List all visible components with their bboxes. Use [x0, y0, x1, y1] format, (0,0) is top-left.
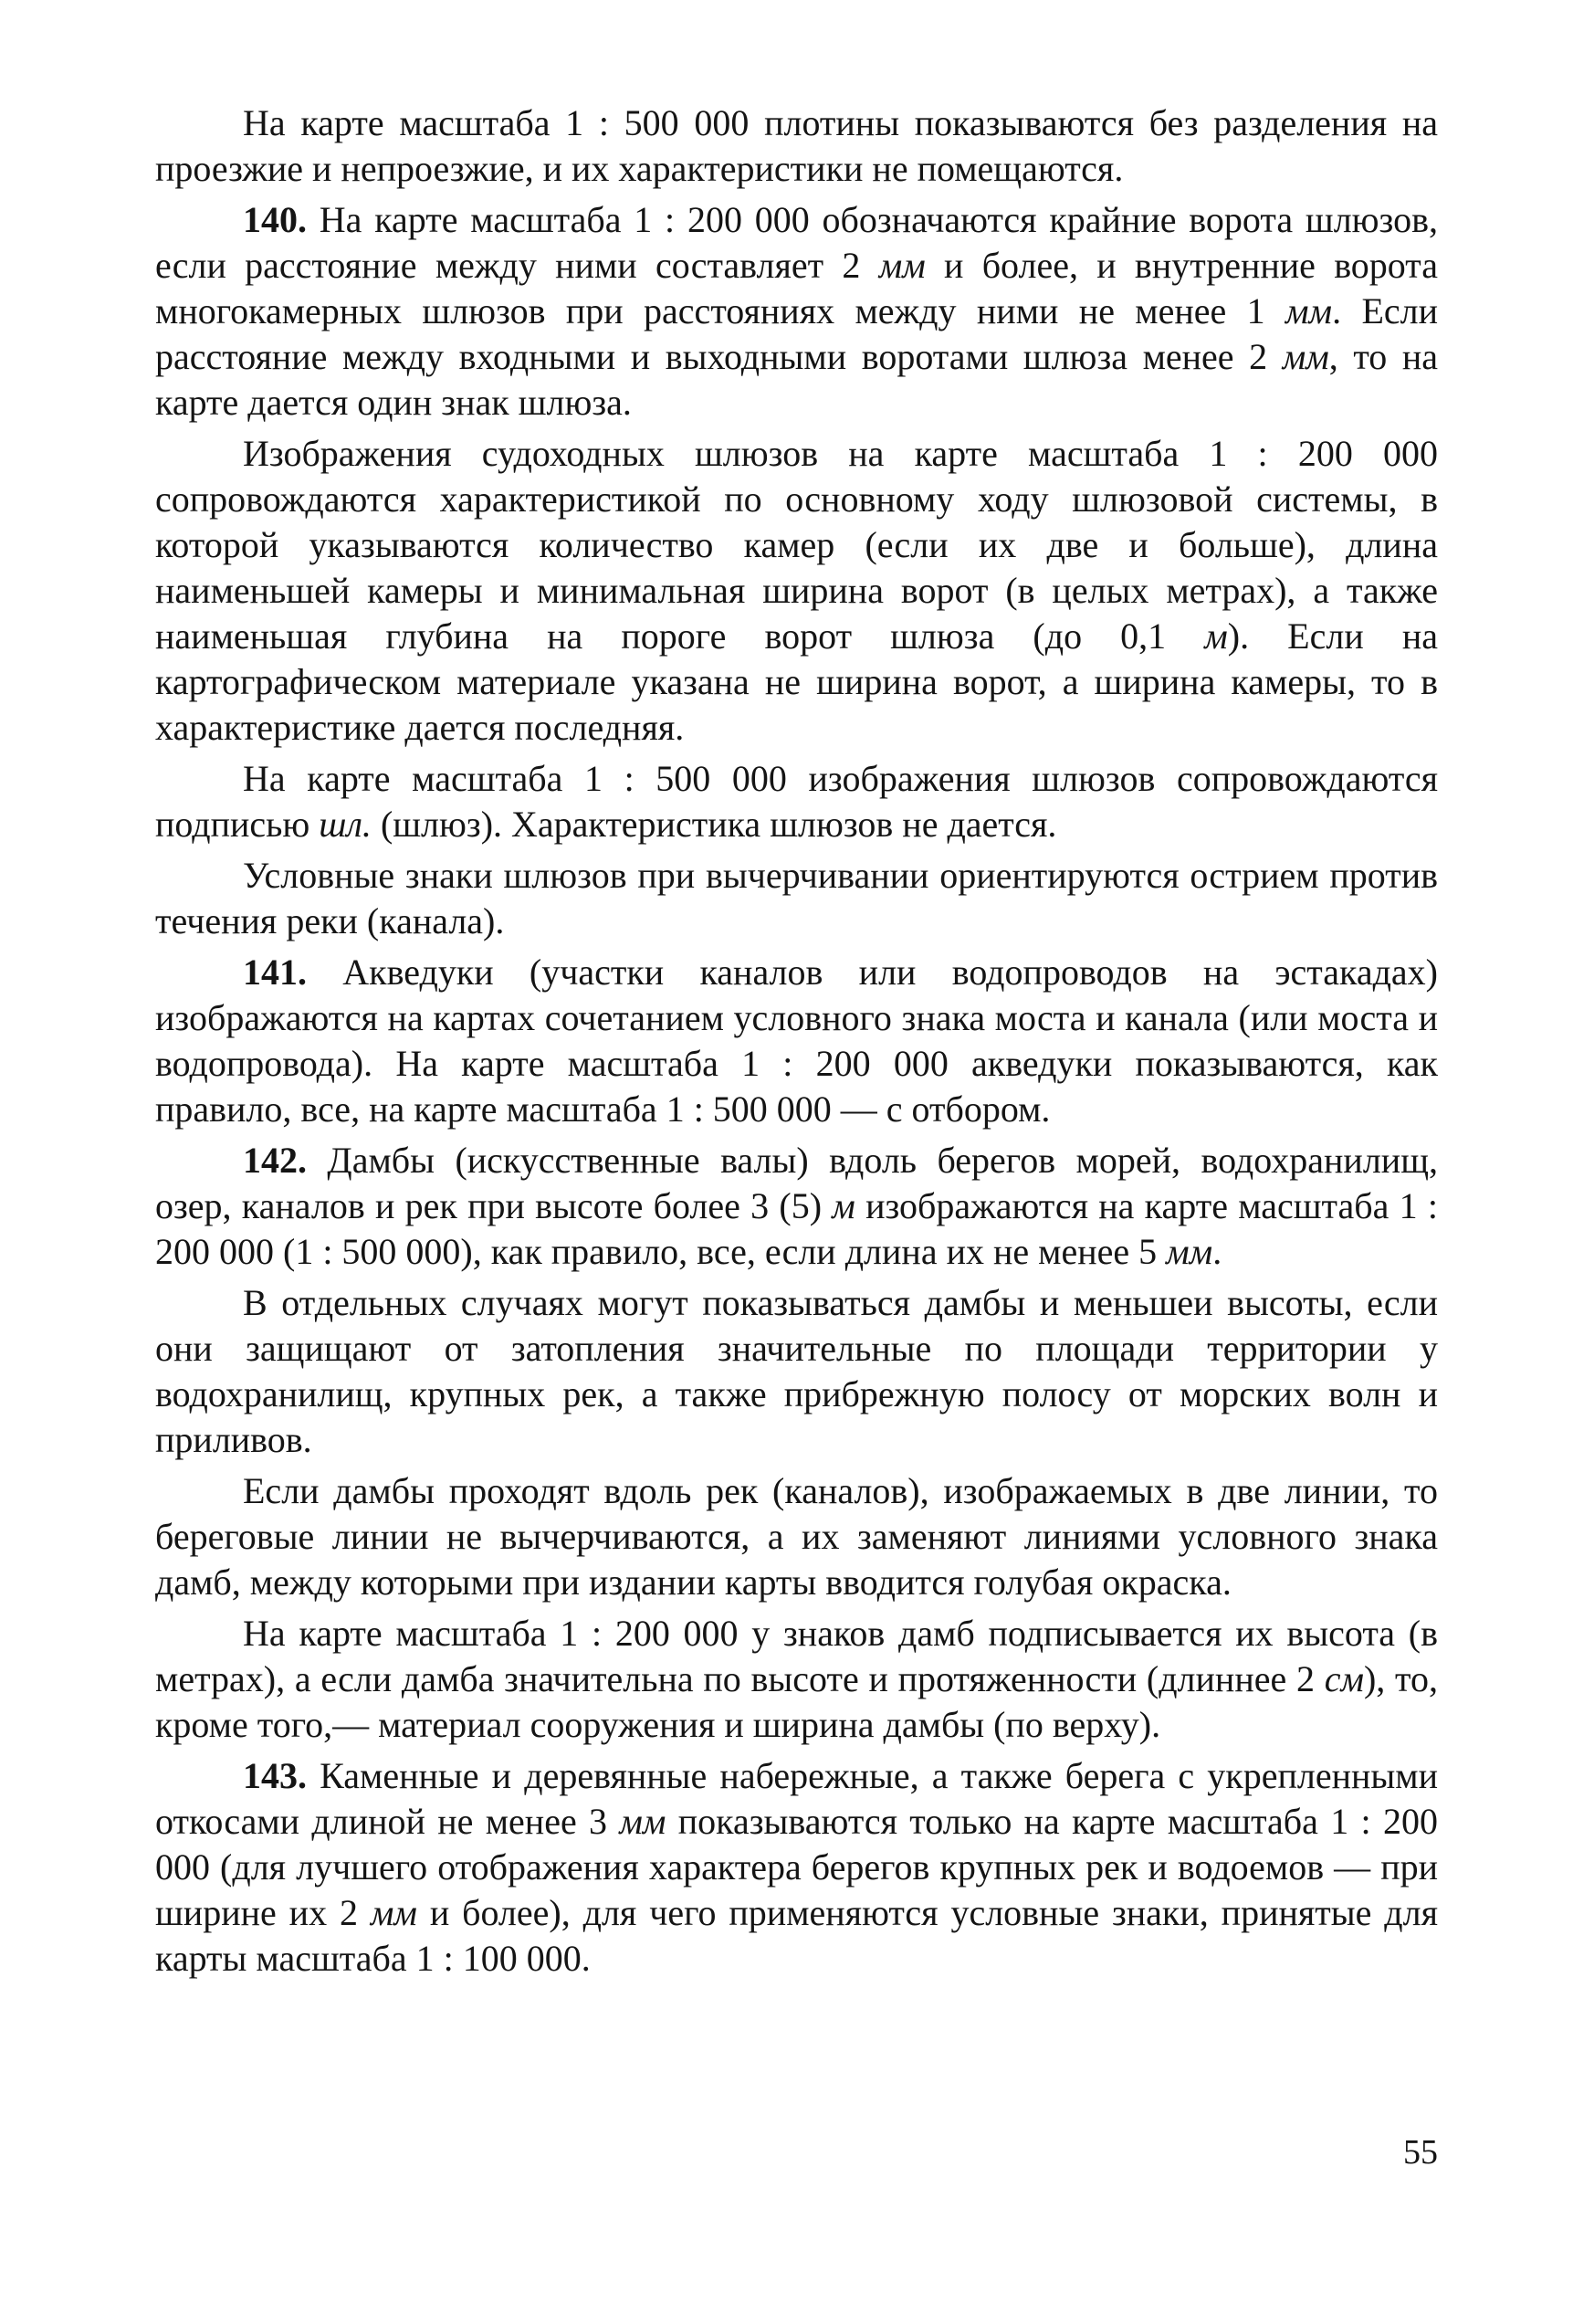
text-run: Изображения судоходных шлюзов на карте масштаба 1 : 200 000 сопровождаются характеристикой по основному ходу шлюзовой системы, в которой указываются количество камер (если их две и больше), длина наименьшей камеры и минимальная ширина ворот (в целых метрах), а также наименьшая глубина на пороге ворот шлюза (до 0,1	[155, 433, 1438, 657]
unit-abbreviation: см	[1324, 1658, 1364, 1699]
section-number: 141.	[243, 952, 307, 993]
text-run: В отдельных случаях могут показываться дамбы и меньшеи высоты, если они защищают от затопления значительные по площади территории у водохранилищ, крупных рек, а также прибрежную полосу от морских волн и приливов.	[155, 1282, 1438, 1460]
unit-abbreviation: мм	[370, 1892, 417, 1933]
text-run: Если дамбы проходят вдоль рек (каналов), изображаемых в две линии, то береговые линии не вычерчиваются, а их заменяют линиями условного знака дамб, между которыми при издании карты вводится голубая окраска.	[155, 1470, 1438, 1603]
text-run: На карте масштаба 1 : 500 000 изображения шлюзов сопровождаются подписью	[155, 758, 1438, 845]
text-run: (шлюз). Характеристика шлюзов не дается.	[371, 804, 1057, 845]
unit-abbreviation: м	[1204, 615, 1228, 657]
text-run: показываются только на карте масштаба 1 : 200 000 (для лучшего отображения характера берегов крупных рек и водоемов — при ширине их 2	[155, 1801, 1438, 1933]
text-run: На карте масштаба 1 : 200 000 обозначаются крайние ворота шлюзов, если расстояние между ними составляет 2	[155, 199, 1438, 286]
unit-abbreviation: мм	[878, 245, 926, 286]
section-number: 142.	[243, 1140, 307, 1181]
text-run: изображаются на карте масштаба 1 : 200 000 (1 : 500 000), как правило, все, если длина их не менее 5	[155, 1185, 1438, 1272]
text-run: и более, и внутренние ворота многокамерных шлюзов при расстояниях между ними не менее 1	[155, 245, 1439, 331]
text-run: и более), для чего применяются условные знаки, принятые для карты масштаба 1 : 100 000.	[155, 1892, 1438, 1979]
text-run: На карте масштаба 1 : 500 000 плотины показываются без разделения на проезжие и непроезжие, и их характеристики не помещаются.	[155, 102, 1438, 189]
paragraph-p142d	[155, 1611, 1438, 1748]
unit-abbreviation: мм	[619, 1801, 666, 1842]
paragraph-p142	[155, 1138, 1438, 1275]
text-run: ), то, кроме того,— материал сооружения и ширина дамбы (по верху).	[155, 1658, 1438, 1745]
text-run: Каменные и деревянные набережные, а также берега с укрепленными откосами длиной не менее 3	[155, 1755, 1438, 1842]
paragraph-p140b	[155, 431, 1438, 751]
text-run: Акведуки (участки каналов или водопроводов на эстакадах) изображаются на картах сочетанием условного знака моста и канала (или моста и водопровода). На карте масштаба 1 : 200 000 акведуки показываются, как правило, все, на карте масштаба 1 : 500 000 — с отбором.	[155, 952, 1438, 1130]
unit-abbreviation: мм	[1285, 290, 1333, 331]
text-run: На карте масштаба 1 : 200 000 у знаков дамб подписывается их высота (в метрах), а если дамба значительна по высоте и протяженности (длиннее 2	[155, 1613, 1438, 1699]
section-number: 143.	[243, 1755, 307, 1796]
text-run: . Если расстояние между входными и выходными воротами шлюза менее 2	[155, 290, 1438, 377]
section-number: 140.	[243, 199, 307, 240]
paragraph-p0	[155, 100, 1438, 192]
text-run: ). Если на картографическом материале указана не ширина ворот, а ширина камеры, то в характеристике дается последняя.	[155, 615, 1438, 748]
paragraph-p142b	[155, 1280, 1438, 1463]
paragraph-p143	[155, 1753, 1438, 1982]
unit-abbreviation: м	[832, 1185, 855, 1226]
unit-abbreviation: мм	[1166, 1231, 1213, 1272]
text-run: Условные знаки шлюзов при вычерчивании ориентируются острием против течения реки (канала).	[155, 855, 1438, 941]
unit-abbreviation: шл.	[319, 804, 372, 845]
unit-abbreviation: мм	[1282, 336, 1329, 377]
paragraph-p142c	[155, 1468, 1438, 1605]
text-run: .	[1212, 1231, 1222, 1272]
page-number: 55	[1403, 2133, 1438, 2172]
text-run: , то на карте дается один знак шлюза.	[155, 336, 1438, 423]
paragraph-p140d	[155, 853, 1438, 944]
paragraph-p141	[155, 950, 1438, 1132]
page-body	[155, 100, 1438, 1987]
paragraph-p140	[155, 197, 1438, 426]
paragraph-p140c	[155, 756, 1438, 847]
text-run: Дамбы (искусственные валы) вдоль берегов морей, водохранилищ, озер, каналов и рек при высоте более 3 (5)	[155, 1140, 1438, 1226]
